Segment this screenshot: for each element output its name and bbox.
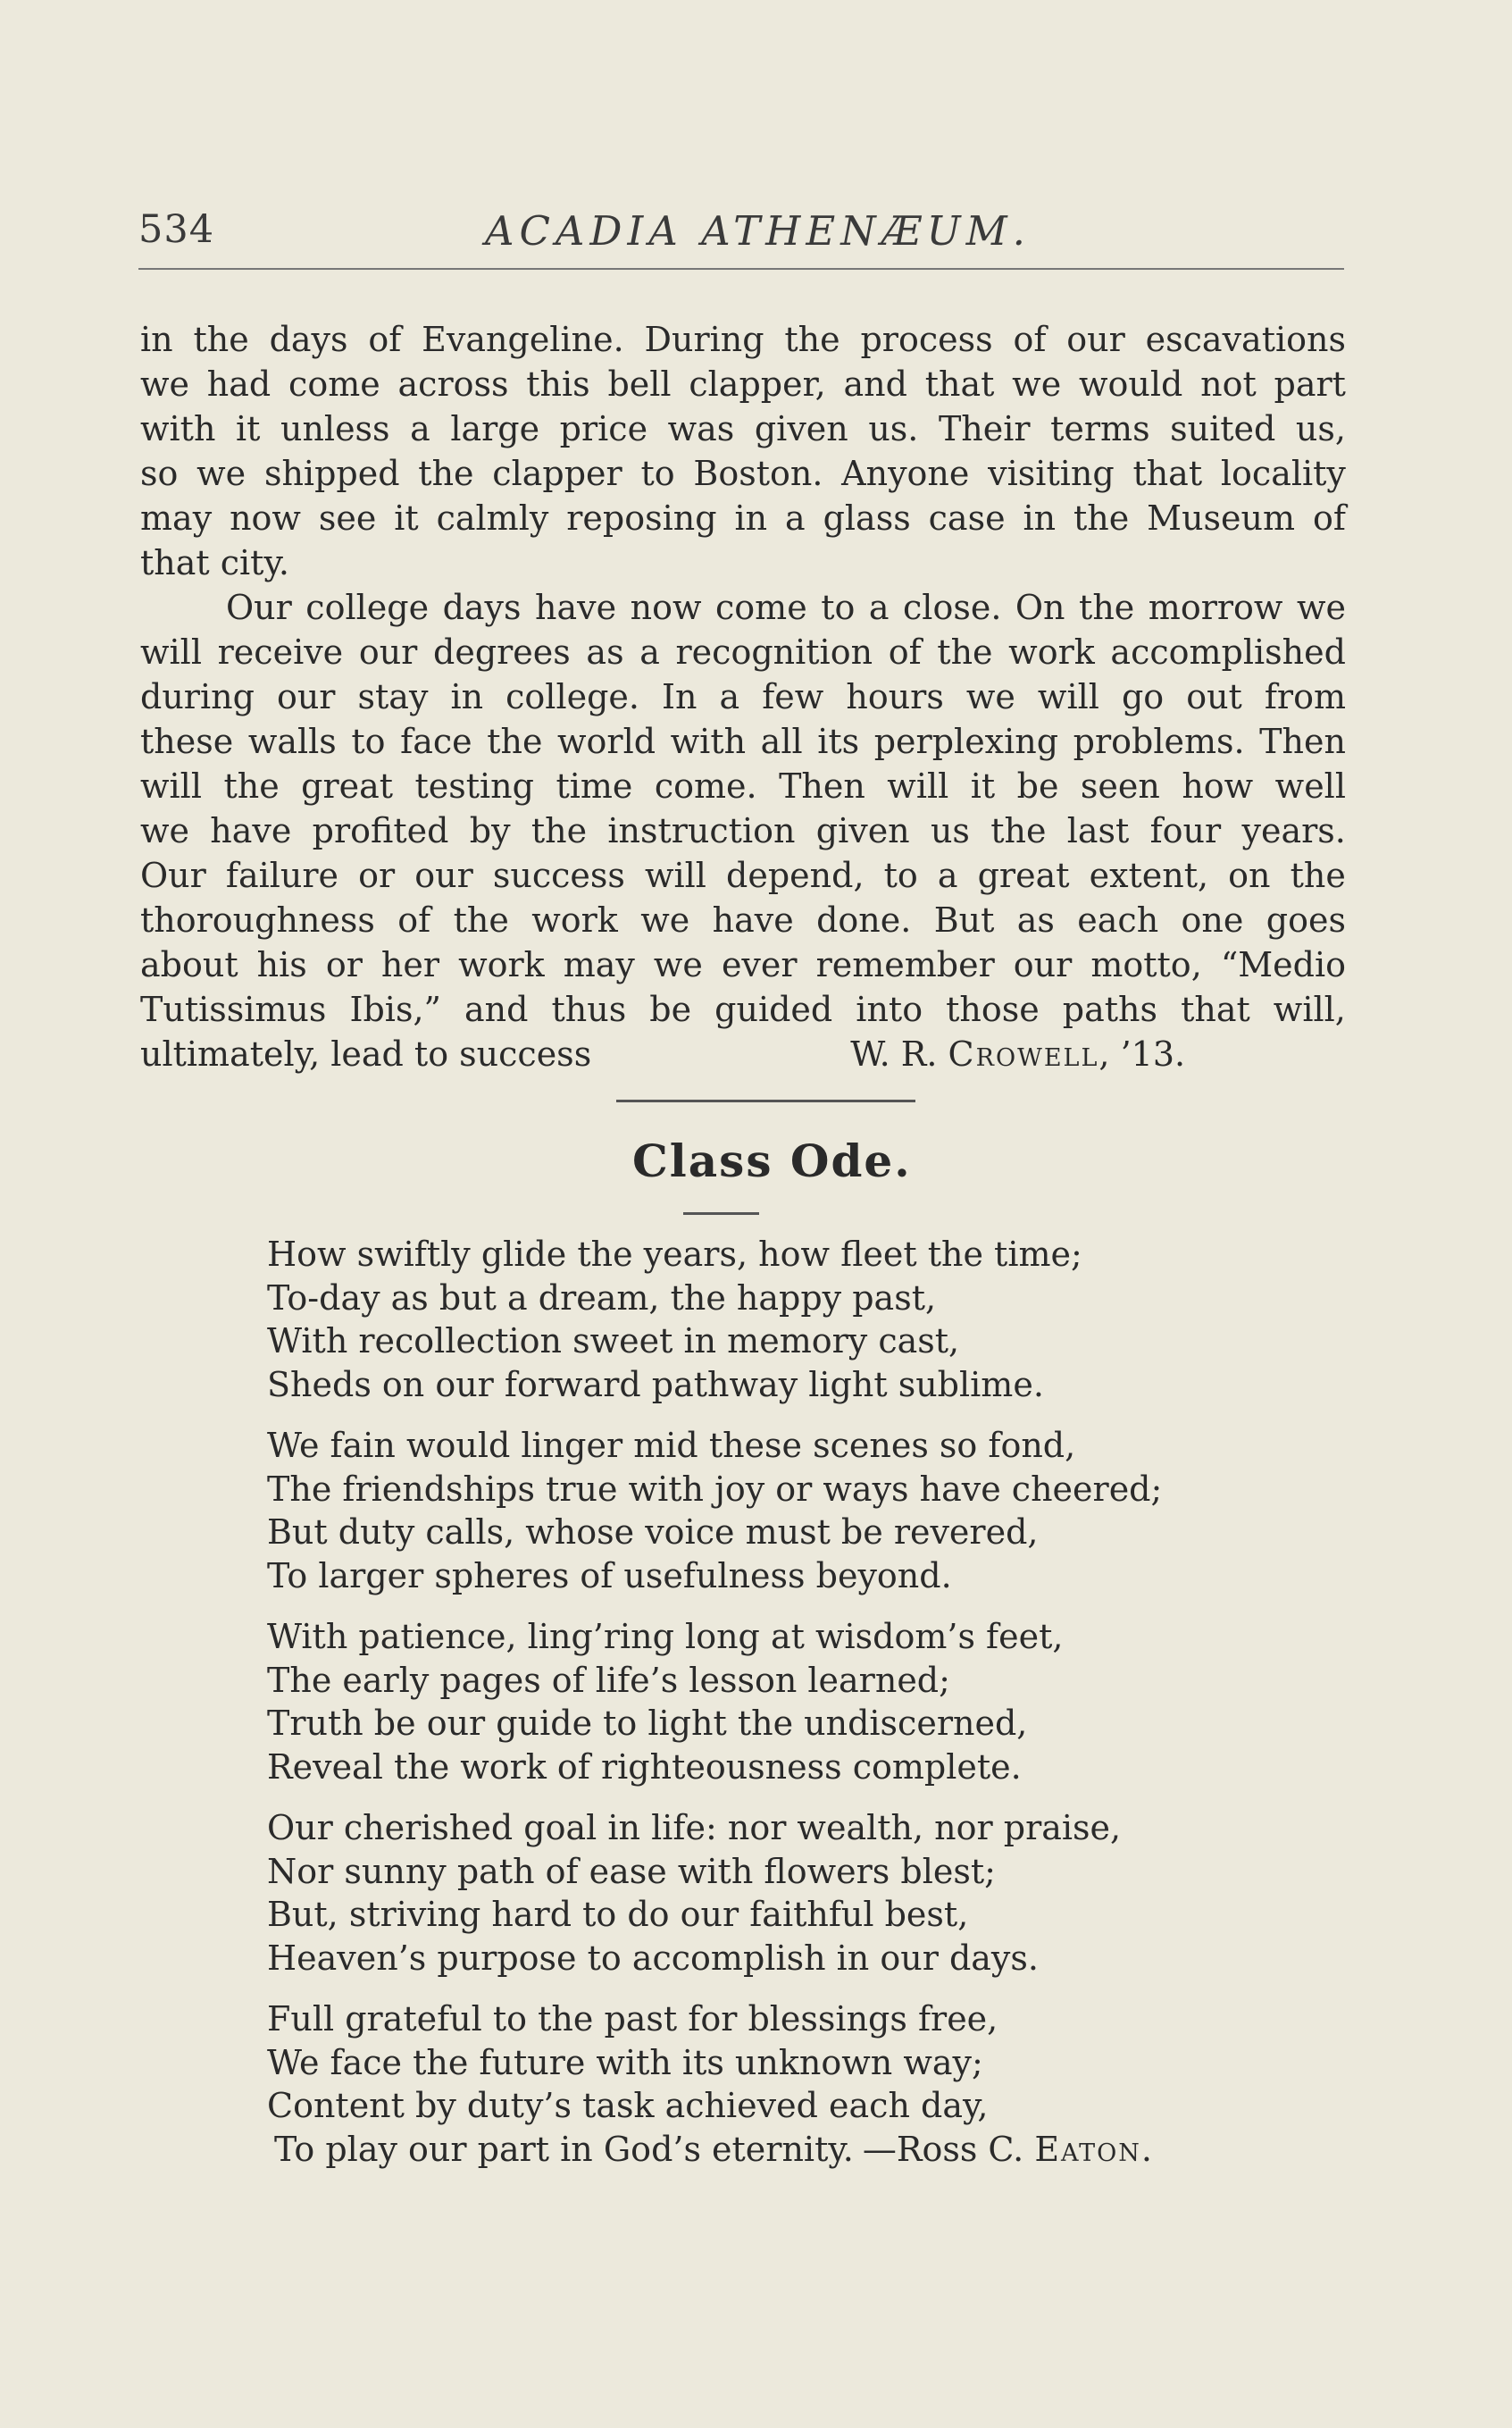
word: unless (280, 409, 390, 448)
word: so (140, 454, 179, 493)
word: was (667, 409, 735, 448)
final-verse-text: To play our part in God’s eternity. (274, 2129, 854, 2169)
word: Then (779, 766, 865, 806)
word: we (140, 364, 190, 404)
word: extent, (1089, 856, 1209, 895)
author-prefix: —Ross C. (862, 2129, 1035, 2169)
word: of (397, 900, 431, 940)
word: the (1079, 588, 1135, 627)
word: from (1264, 677, 1346, 716)
word: the (1290, 856, 1346, 895)
verse-line: Nor sunny path of ease with flowers blest; (267, 1851, 996, 1891)
word: may (563, 945, 635, 984)
word: the (1073, 498, 1130, 538)
word: one (1181, 900, 1244, 940)
text-line (140, 362, 1346, 406)
word: bell (607, 364, 672, 404)
word: suited (1170, 409, 1276, 448)
word: come. (654, 766, 757, 806)
word: to (883, 856, 918, 895)
word: Our (226, 588, 292, 627)
signature-initials: W. R. (850, 1034, 948, 1074)
verse-line-final (267, 2128, 1321, 2172)
word: testing (414, 766, 534, 806)
word: well (1274, 766, 1346, 806)
verse-line: The friendships true with joy or ways have cheered; (267, 1469, 1163, 1509)
word: large (450, 409, 540, 448)
word: clapper (492, 454, 622, 493)
word: Tutissimus (140, 990, 327, 1029)
word: goes (1266, 900, 1346, 940)
word: instruction (607, 811, 796, 850)
word: college. (505, 677, 639, 716)
verse-line: With patience, ling’ring long at wisdom’s feet, (267, 1617, 1064, 1656)
text-line (140, 674, 1346, 719)
word: during (140, 677, 255, 716)
text-line (140, 764, 1346, 808)
word: Then (1259, 722, 1346, 761)
word: in (450, 677, 484, 716)
word: thus (551, 990, 627, 1029)
word: about (140, 945, 238, 984)
word: But (933, 900, 995, 940)
word: clapper, (689, 364, 826, 404)
word: a (639, 632, 660, 672)
word: her (380, 945, 440, 984)
word: great (977, 856, 1070, 895)
word: be (1016, 766, 1059, 806)
word: we (640, 900, 690, 940)
word: Evangeline. (422, 320, 624, 359)
word: come (288, 364, 380, 404)
word: done. (816, 900, 912, 940)
word: will (644, 856, 706, 895)
section-divider (616, 1100, 915, 1102)
word: calmly (436, 498, 549, 538)
word: morrow (1148, 588, 1283, 627)
word: During (644, 320, 764, 359)
word: our (276, 677, 336, 716)
author-name: Eaton. (1034, 2129, 1154, 2169)
text-line (140, 719, 1346, 764)
word: to (821, 588, 856, 627)
word: it (970, 766, 996, 806)
word: in (140, 320, 173, 359)
word: we (140, 811, 190, 850)
word: now (230, 498, 301, 538)
word: process (860, 320, 993, 359)
word: price (559, 409, 648, 448)
word: that (1181, 990, 1250, 1029)
word: would (1078, 364, 1183, 404)
word: guided (714, 990, 833, 1029)
word: we (965, 677, 1015, 716)
word: failure (225, 856, 339, 895)
stanza (267, 1997, 1321, 2171)
word: great (301, 766, 394, 806)
word: thoroughness (140, 900, 375, 940)
word: receive (217, 632, 344, 672)
word: work (458, 945, 545, 984)
verse-line: With recollection sweet in memory cast, (267, 1321, 960, 1361)
word: that (924, 364, 995, 404)
word: or (358, 856, 396, 895)
word: work (531, 900, 618, 940)
signature-year: , ’13. (1098, 1034, 1186, 1074)
word: our (1066, 320, 1125, 359)
word: us. (868, 409, 919, 448)
word: out (1186, 677, 1242, 716)
word: case (928, 498, 1006, 538)
word: remember (815, 945, 995, 984)
word: perplexing (873, 722, 1059, 761)
verse-line: Sheds on our forward pathway light sublime. (267, 1364, 1044, 1404)
word: locality (1220, 454, 1346, 493)
word: the (193, 320, 249, 359)
word: in (734, 498, 768, 538)
poem (267, 1233, 1321, 2189)
word: these (140, 722, 234, 761)
word: with (140, 409, 216, 448)
word: our (358, 632, 418, 672)
word: its (817, 722, 860, 761)
verse-line: How swiftly glide the years, how fleet the time; (267, 1235, 1082, 1274)
word: Boston. (693, 454, 823, 493)
verse-line: To-day as but a dream, the happy past, (267, 1277, 937, 1318)
word: problems. (1073, 722, 1245, 761)
word: us, (1295, 409, 1346, 448)
stanza (267, 1424, 1321, 1597)
word: reposing (566, 498, 717, 538)
word: success (492, 856, 625, 895)
word: face (400, 722, 472, 761)
title-underline (683, 1212, 759, 1215)
word: it (394, 498, 419, 538)
word: have (535, 588, 617, 627)
word: a (410, 409, 430, 448)
word: the (223, 766, 280, 806)
word: now (630, 588, 702, 627)
word: with (670, 722, 747, 761)
word: of (368, 320, 402, 359)
word: part (1274, 364, 1346, 404)
word: a (868, 588, 890, 627)
text-line (140, 406, 1346, 451)
text-line (140, 898, 1346, 942)
word: few (762, 677, 824, 716)
word: recognition (675, 632, 873, 672)
word: Anyone (841, 454, 970, 493)
word: come (715, 588, 807, 627)
word: the (784, 320, 840, 359)
word: it (235, 409, 261, 448)
word: all (760, 722, 803, 761)
word: we (196, 454, 246, 493)
word: on (1228, 856, 1271, 895)
verse-line: But duty calls, whose voice must be revered, (267, 1512, 1039, 1552)
word: given (815, 811, 910, 850)
text-line (140, 451, 1346, 496)
text-line-signoff (140, 1032, 1346, 1076)
word: may (140, 498, 213, 538)
word: the (990, 811, 1047, 850)
word: how (1182, 766, 1254, 806)
word: or (325, 945, 363, 984)
word: as (1016, 900, 1055, 940)
word: us (930, 811, 970, 850)
stanza (267, 1615, 1321, 1788)
word: this (526, 364, 590, 404)
word: that (1132, 454, 1203, 493)
word: we (653, 945, 703, 984)
text-line (140, 808, 1346, 853)
word: degrees (433, 632, 571, 672)
word: will (140, 632, 202, 672)
text-line (140, 585, 1346, 630)
word: paths (1062, 990, 1158, 1029)
word: On (1015, 588, 1065, 627)
word: terms (1050, 409, 1150, 448)
word: we (1012, 364, 1062, 404)
word: accomplished (1110, 632, 1346, 672)
word: profited (312, 811, 449, 850)
word: in (1023, 498, 1057, 538)
word: have (210, 811, 292, 850)
word: work (1008, 632, 1095, 672)
word: go (1121, 677, 1165, 716)
word: “Medio (1220, 945, 1346, 984)
word: not (1200, 364, 1257, 404)
text-line (140, 942, 1346, 987)
word: will, (1273, 990, 1346, 1029)
word: of (1312, 498, 1346, 538)
verse-line: We face the future with its unknown way; (267, 2042, 983, 2082)
word: the (453, 900, 509, 940)
word: escavations (1145, 320, 1346, 359)
word: of (888, 632, 922, 672)
word: the (530, 811, 588, 850)
word: In (662, 677, 698, 716)
word: the (418, 454, 474, 493)
word: be (649, 990, 692, 1029)
word: time (556, 766, 633, 806)
page-header (138, 207, 1344, 270)
word: given (754, 409, 848, 448)
word: visiting (988, 454, 1115, 493)
word: four (1149, 811, 1222, 850)
word: close. (903, 588, 1002, 627)
stanza (267, 1233, 1321, 1406)
word: our (1013, 945, 1073, 984)
word: days (269, 320, 348, 359)
text-line (140, 496, 1346, 540)
word: the (487, 722, 543, 761)
signature-name: Crowell (948, 1034, 1099, 1074)
word: will (1037, 677, 1099, 716)
page-number: 534 (138, 207, 215, 252)
ode-title: Class Ode. (632, 1134, 912, 1187)
verse-line: To larger spheres of usefulness beyond. (267, 1555, 952, 1595)
text-line (140, 317, 1346, 362)
word: have (712, 900, 794, 940)
word: Museum (1147, 498, 1296, 538)
text-line (140, 853, 1346, 898)
verse-line: Full grateful to the past for blessings free, (267, 1999, 998, 2039)
word: Their (938, 409, 1031, 448)
word: seen (1080, 766, 1160, 806)
word: last (1066, 811, 1130, 850)
word: each (1077, 900, 1159, 940)
author-signature (850, 1032, 1185, 1076)
verse-line: Heaven’s purpose to accomplish in our days. (267, 1938, 1039, 1978)
verse-line: But, striving hard to do our faithful best, (267, 1895, 969, 1934)
word: a (937, 856, 958, 895)
word: our (414, 856, 473, 895)
word: we (1296, 588, 1346, 627)
word: world (557, 722, 656, 761)
word: to (351, 722, 386, 761)
word: to (640, 454, 675, 493)
word: shipped (263, 454, 400, 493)
verse-line: Reveal the work of righteousness complete. (267, 1746, 1022, 1787)
verse-line: Truth be our guide to light the undiscerned, (267, 1704, 1028, 1743)
word: see (318, 498, 377, 538)
text-line: that city. (140, 543, 289, 582)
word: by (469, 811, 511, 850)
word: a (719, 677, 740, 716)
word: stay (357, 677, 429, 716)
article-text (140, 317, 1346, 1076)
final-text: ultimately, lead to success (140, 1034, 592, 1074)
word: ever (721, 945, 798, 984)
word: the (937, 632, 993, 672)
word: as (586, 632, 624, 672)
word: a (785, 498, 806, 538)
journal-title: ACADIA ATHENÆUM. (485, 207, 1031, 255)
text-line (140, 987, 1346, 1032)
word: across (397, 364, 509, 404)
word: days (442, 588, 522, 627)
word: depend, (726, 856, 865, 895)
verse-line: The early pages of life’s lesson learned; (267, 1660, 950, 1700)
verse-line: Content by duty’s task achieved each day, (267, 2086, 989, 2125)
text-line (140, 630, 1346, 674)
word: those (946, 990, 1040, 1029)
word: into (856, 990, 923, 1029)
word: Our (140, 856, 206, 895)
word: college (305, 588, 430, 627)
word: of (1013, 320, 1047, 359)
verse-line: Our cherished goal in life: nor wealth, nor praise, (267, 1808, 1122, 1847)
word: glass (823, 498, 911, 538)
word: motto, (1090, 945, 1202, 984)
word: Ibis,” (349, 990, 441, 1029)
word: hours (846, 677, 944, 716)
header-rule (138, 268, 1344, 270)
word: and (464, 990, 529, 1029)
word: had (206, 364, 271, 404)
word: walls (247, 722, 337, 761)
word: and (843, 364, 907, 404)
word: his (256, 945, 307, 984)
word: years. (1241, 811, 1346, 850)
stanza (267, 1806, 1321, 1980)
verse-line: We fain would linger mid these scenes so fond, (267, 1426, 1076, 1465)
word: will (140, 766, 202, 806)
word: will (887, 766, 949, 806)
poem-author (863, 2130, 1154, 2169)
